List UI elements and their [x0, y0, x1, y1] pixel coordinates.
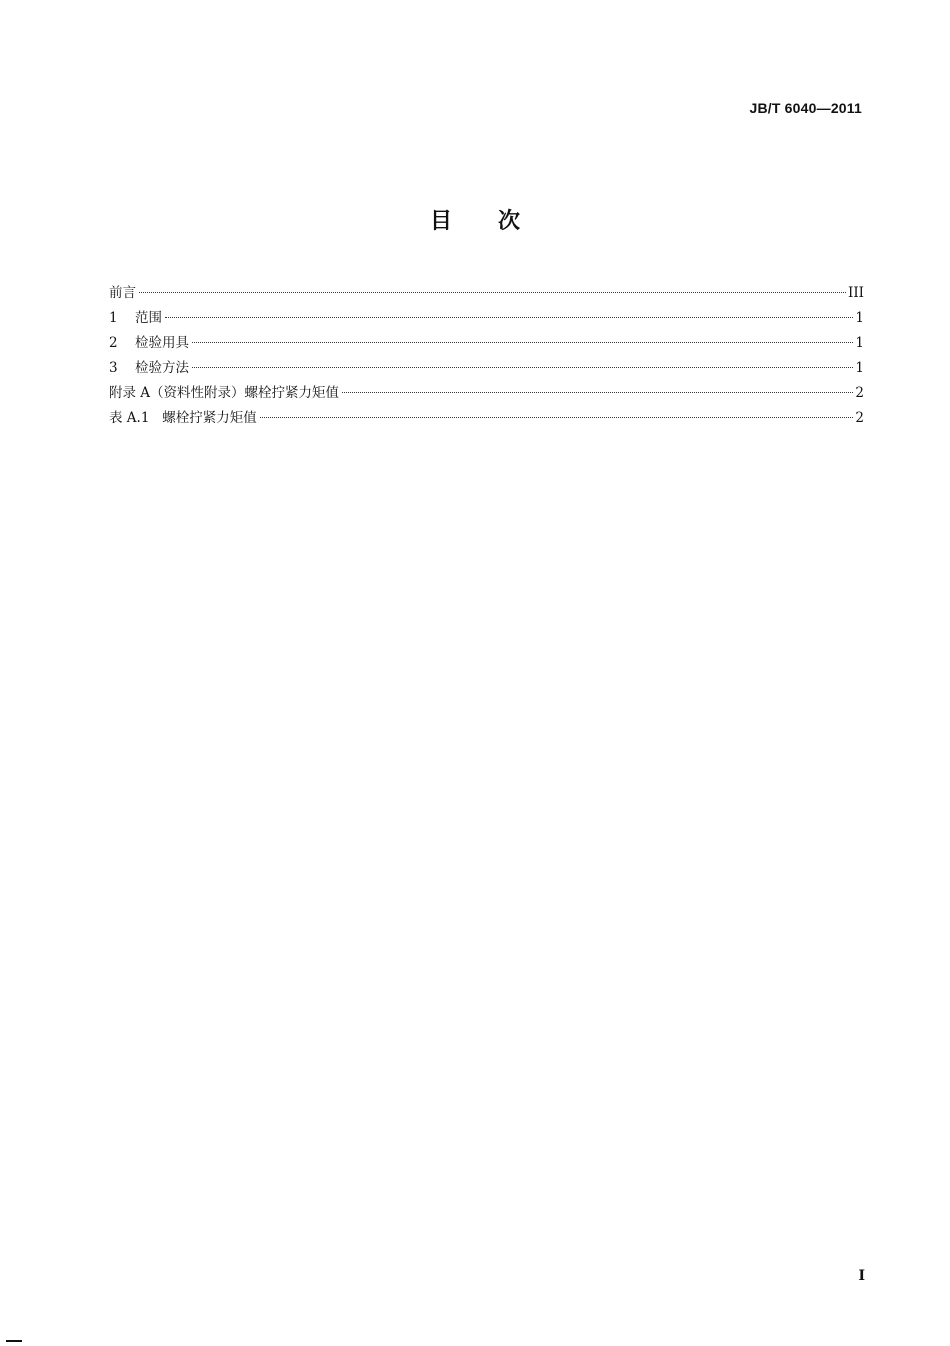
toc-entry-foreword[interactable]	[109, 283, 864, 308]
toc-entry-page: 2	[855, 385, 864, 401]
corner-crop-mark	[6, 1340, 22, 1342]
toc-entry-label: 前言	[109, 285, 136, 301]
toc-entry-page: III	[848, 285, 864, 301]
toc-entry-inspection-tools[interactable]	[109, 333, 864, 358]
dot-leader	[342, 392, 853, 393]
toc-entry-inspection-method[interactable]	[109, 358, 864, 383]
title-char-1: 目	[429, 209, 452, 234]
toc-entry-number: 3	[109, 360, 118, 376]
document-code: JB/T 6040—2011	[749, 100, 862, 116]
toc-entry-number: 2	[109, 335, 118, 351]
dot-leader	[192, 367, 853, 368]
dot-leader	[260, 417, 854, 418]
table-of-contents	[109, 283, 864, 433]
dot-leader	[139, 292, 846, 293]
toc-entry-number: 1	[109, 310, 118, 326]
toc-entry-label: 范围	[135, 310, 162, 326]
dot-leader	[165, 317, 853, 318]
toc-entry-scope[interactable]	[109, 308, 864, 333]
toc-entry-label: 检验用具	[135, 335, 189, 351]
toc-entry-label: 表 A.1 螺栓拧紧力矩值	[109, 410, 257, 426]
toc-entry-page: 2	[855, 410, 864, 426]
toc-entry-page: 1	[855, 310, 864, 326]
page-title	[0, 204, 950, 235]
toc-entry-page: 1	[855, 360, 864, 376]
toc-entry-label: 检验方法	[135, 360, 189, 376]
toc-entry-appendix-a[interactable]	[109, 383, 864, 408]
title-char-2: 次	[498, 209, 521, 234]
page-number: I	[858, 1268, 865, 1284]
toc-entry-page: 1	[855, 335, 864, 351]
dot-leader	[192, 342, 853, 343]
toc-entry-table-a1[interactable]	[109, 408, 864, 433]
toc-entry-label: 附录 A（资料性附录）螺栓拧紧力矩值	[109, 385, 340, 401]
